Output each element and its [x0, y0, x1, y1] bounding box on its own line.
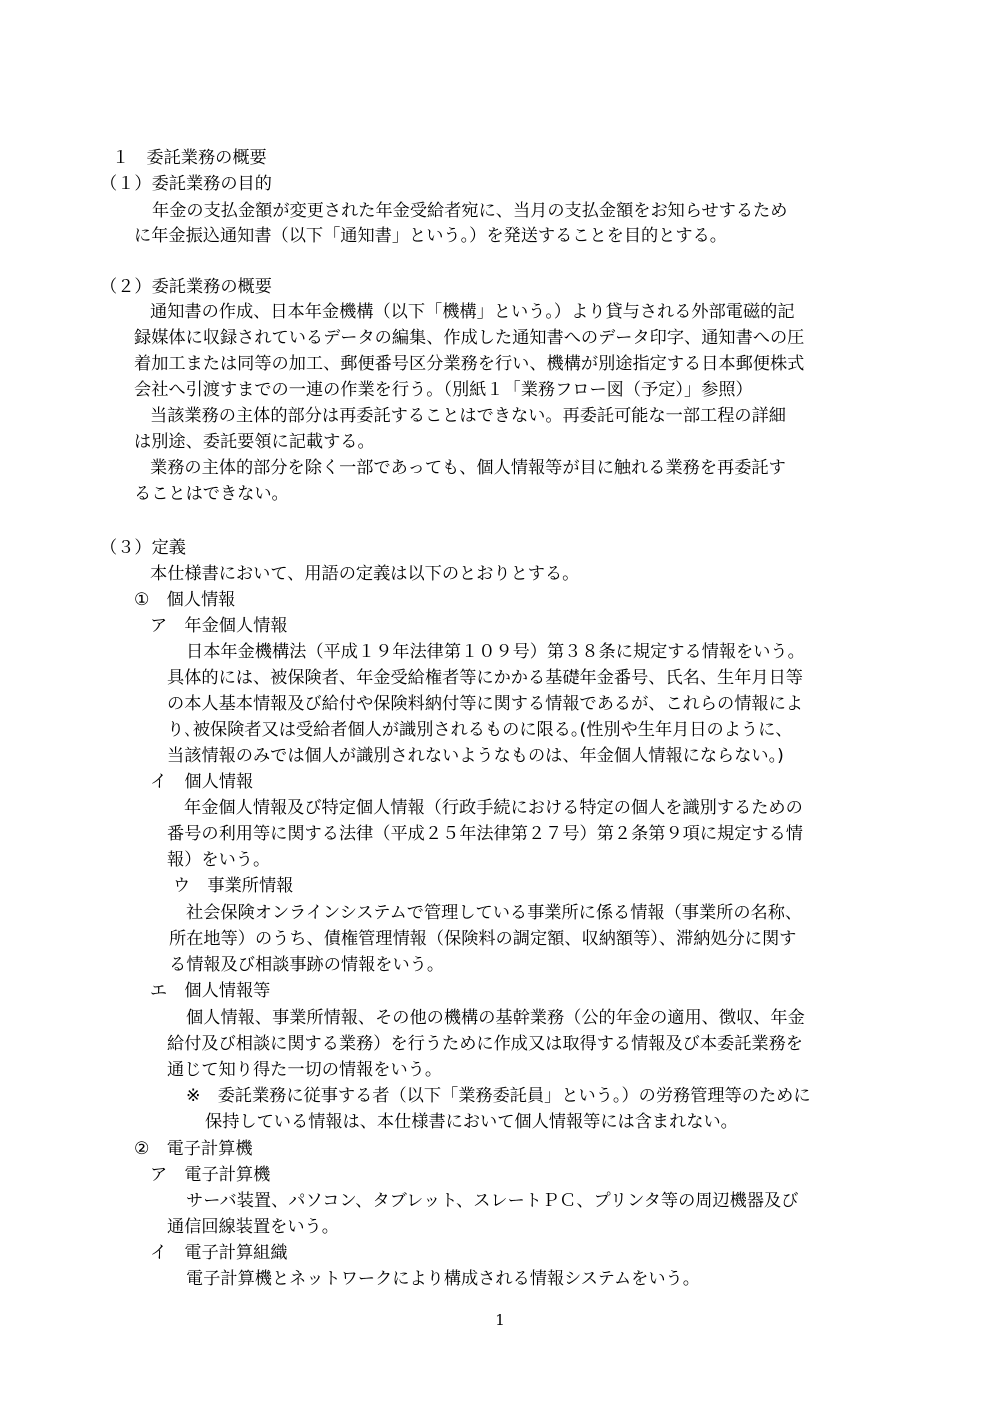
item1-a-heading: ア 年金個人情報 — [150, 616, 288, 636]
item1-e-line: 個人情報、事業所情報、その他の機構の基幹業務（公的年金の適用、徴収、年金 — [186, 1008, 805, 1028]
sub2-line: 会社へ引渡すまでの一連の作業を行う。（別紙１「業務フロー図（予定）」参照） — [134, 380, 753, 400]
sub2-line: ることはできない。 — [134, 484, 289, 504]
sub2-line: 当該業務の主体的部分は再委託することはできない。再委託可能な一部工程の詳細 — [150, 406, 786, 426]
item1-i-heading: イ 個人情報 — [150, 772, 254, 792]
item1-u-line: 所在地等）のうち、債権管理情報（保険料の調定額、収納額等）、滞納処分に関す — [169, 929, 797, 949]
sub2-line: 通知書の作成、日本年金機構（以下「機構」という。）より貸与される外部電磁的記 — [150, 302, 795, 322]
sub1-line: に年金振込通知書（以下「通知書」という。）を発送することを目的とする。 — [134, 226, 727, 246]
item1-a-line: り､被保険者又は受給者個人が識別されるものに限る｡(性別や生年月日のように、 — [167, 720, 793, 740]
section-title: １ 委託業務の概要 — [112, 148, 267, 168]
sub2-line: 録媒体に収録されているデータの編集、作成した通知書へのデータ印字、通知書への圧 — [134, 328, 805, 348]
sub2-heading: （２）委託業務の概要 — [100, 277, 272, 297]
item1-u-line: 社会保険オンラインシステムで管理している事業所に係る情報（事業所の名称、 — [186, 903, 803, 923]
item1-e-line: 給付及び相談に関する業務）を行うために作成又は取得する情報及び本委託業務を — [167, 1034, 803, 1054]
item1-a-line: 当該情報のみでは個人が識別されないようなものは、年金個人情報にならない。) — [167, 746, 784, 766]
item2-a-heading: ア 電子計算機 — [150, 1165, 271, 1185]
sub1-line: 年金の支払金額が変更された年金受給者宛に、当月の支払金額をお知らせするため — [152, 201, 788, 221]
item1-note-line: 保持している情報は、本仕様書において個人情報等には含まれない。 — [205, 1112, 738, 1132]
item2-a-line: サーバ装置、パソコン、タブレット、スレートＰＣ、プリンタ等の周辺機器及び — [186, 1191, 799, 1211]
item1-i-line: 年金個人情報及び特定個人情報（行政手続における特定の個人を識別するための — [184, 798, 803, 818]
sub2-line: は別途、委託要領に記載する。 — [134, 432, 375, 452]
sub1-heading: （１）委託業務の目的 — [100, 174, 272, 194]
sub3-heading: （３）定義 — [100, 538, 186, 558]
item2-i-heading: イ 電子計算組織 — [150, 1243, 288, 1263]
item1-a-line: の本人基本情報及び給付や保険料納付等に関する情報であるが、これらの情報によ — [167, 694, 803, 714]
sub3-intro: 本仕様書において、用語の定義は以下のとおりとする。 — [150, 564, 580, 584]
item1-heading: ① 個人情報 — [134, 590, 236, 610]
item1-a-line: 具体的には、被保険者、年金受給権者等にかかる基礎年金番号、氏名、生年月日等 — [167, 668, 803, 688]
item1-a-line: 日本年金機構法（平成１９年法律第１０９号）第３８条に規定する情報をいう。 — [186, 642, 805, 662]
item1-e-line: 通じて知り得た一切の情報をいう。 — [167, 1060, 443, 1080]
item1-i-line: 番号の利用等に関する法律（平成２５年法律第２７号）第２条第９項に規定する情 — [167, 824, 803, 844]
page-number: 1 — [495, 1311, 505, 1329]
sub2-line: 着加工または同等の加工、郵便番号区分業務を行い、機構が別途指定する日本郵便株式 — [134, 354, 805, 374]
item2-i-line: 電子計算機とネットワークにより構成される情報システムをいう。 — [186, 1269, 700, 1289]
item1-u-line: る情報及び相談事跡の情報をいう。 — [169, 955, 445, 975]
item2-a-line: 通信回線装置をいう。 — [167, 1217, 339, 1237]
item2-heading: ② 電子計算機 — [134, 1139, 253, 1159]
item1-i-line: 報）をいう。 — [167, 850, 271, 870]
item1-note-line: ※ 委託業務に従事する者（以下「業務委託員」という。）の労務管理等のために — [186, 1086, 811, 1106]
sub2-line: 業務の主体的部分を除く一部であっても、個人情報等が目に触れる業務を再委託す — [150, 458, 786, 478]
item1-e-heading: エ 個人情報等 — [150, 981, 271, 1001]
item1-u-heading: ウ 事業所情報 — [173, 876, 294, 896]
